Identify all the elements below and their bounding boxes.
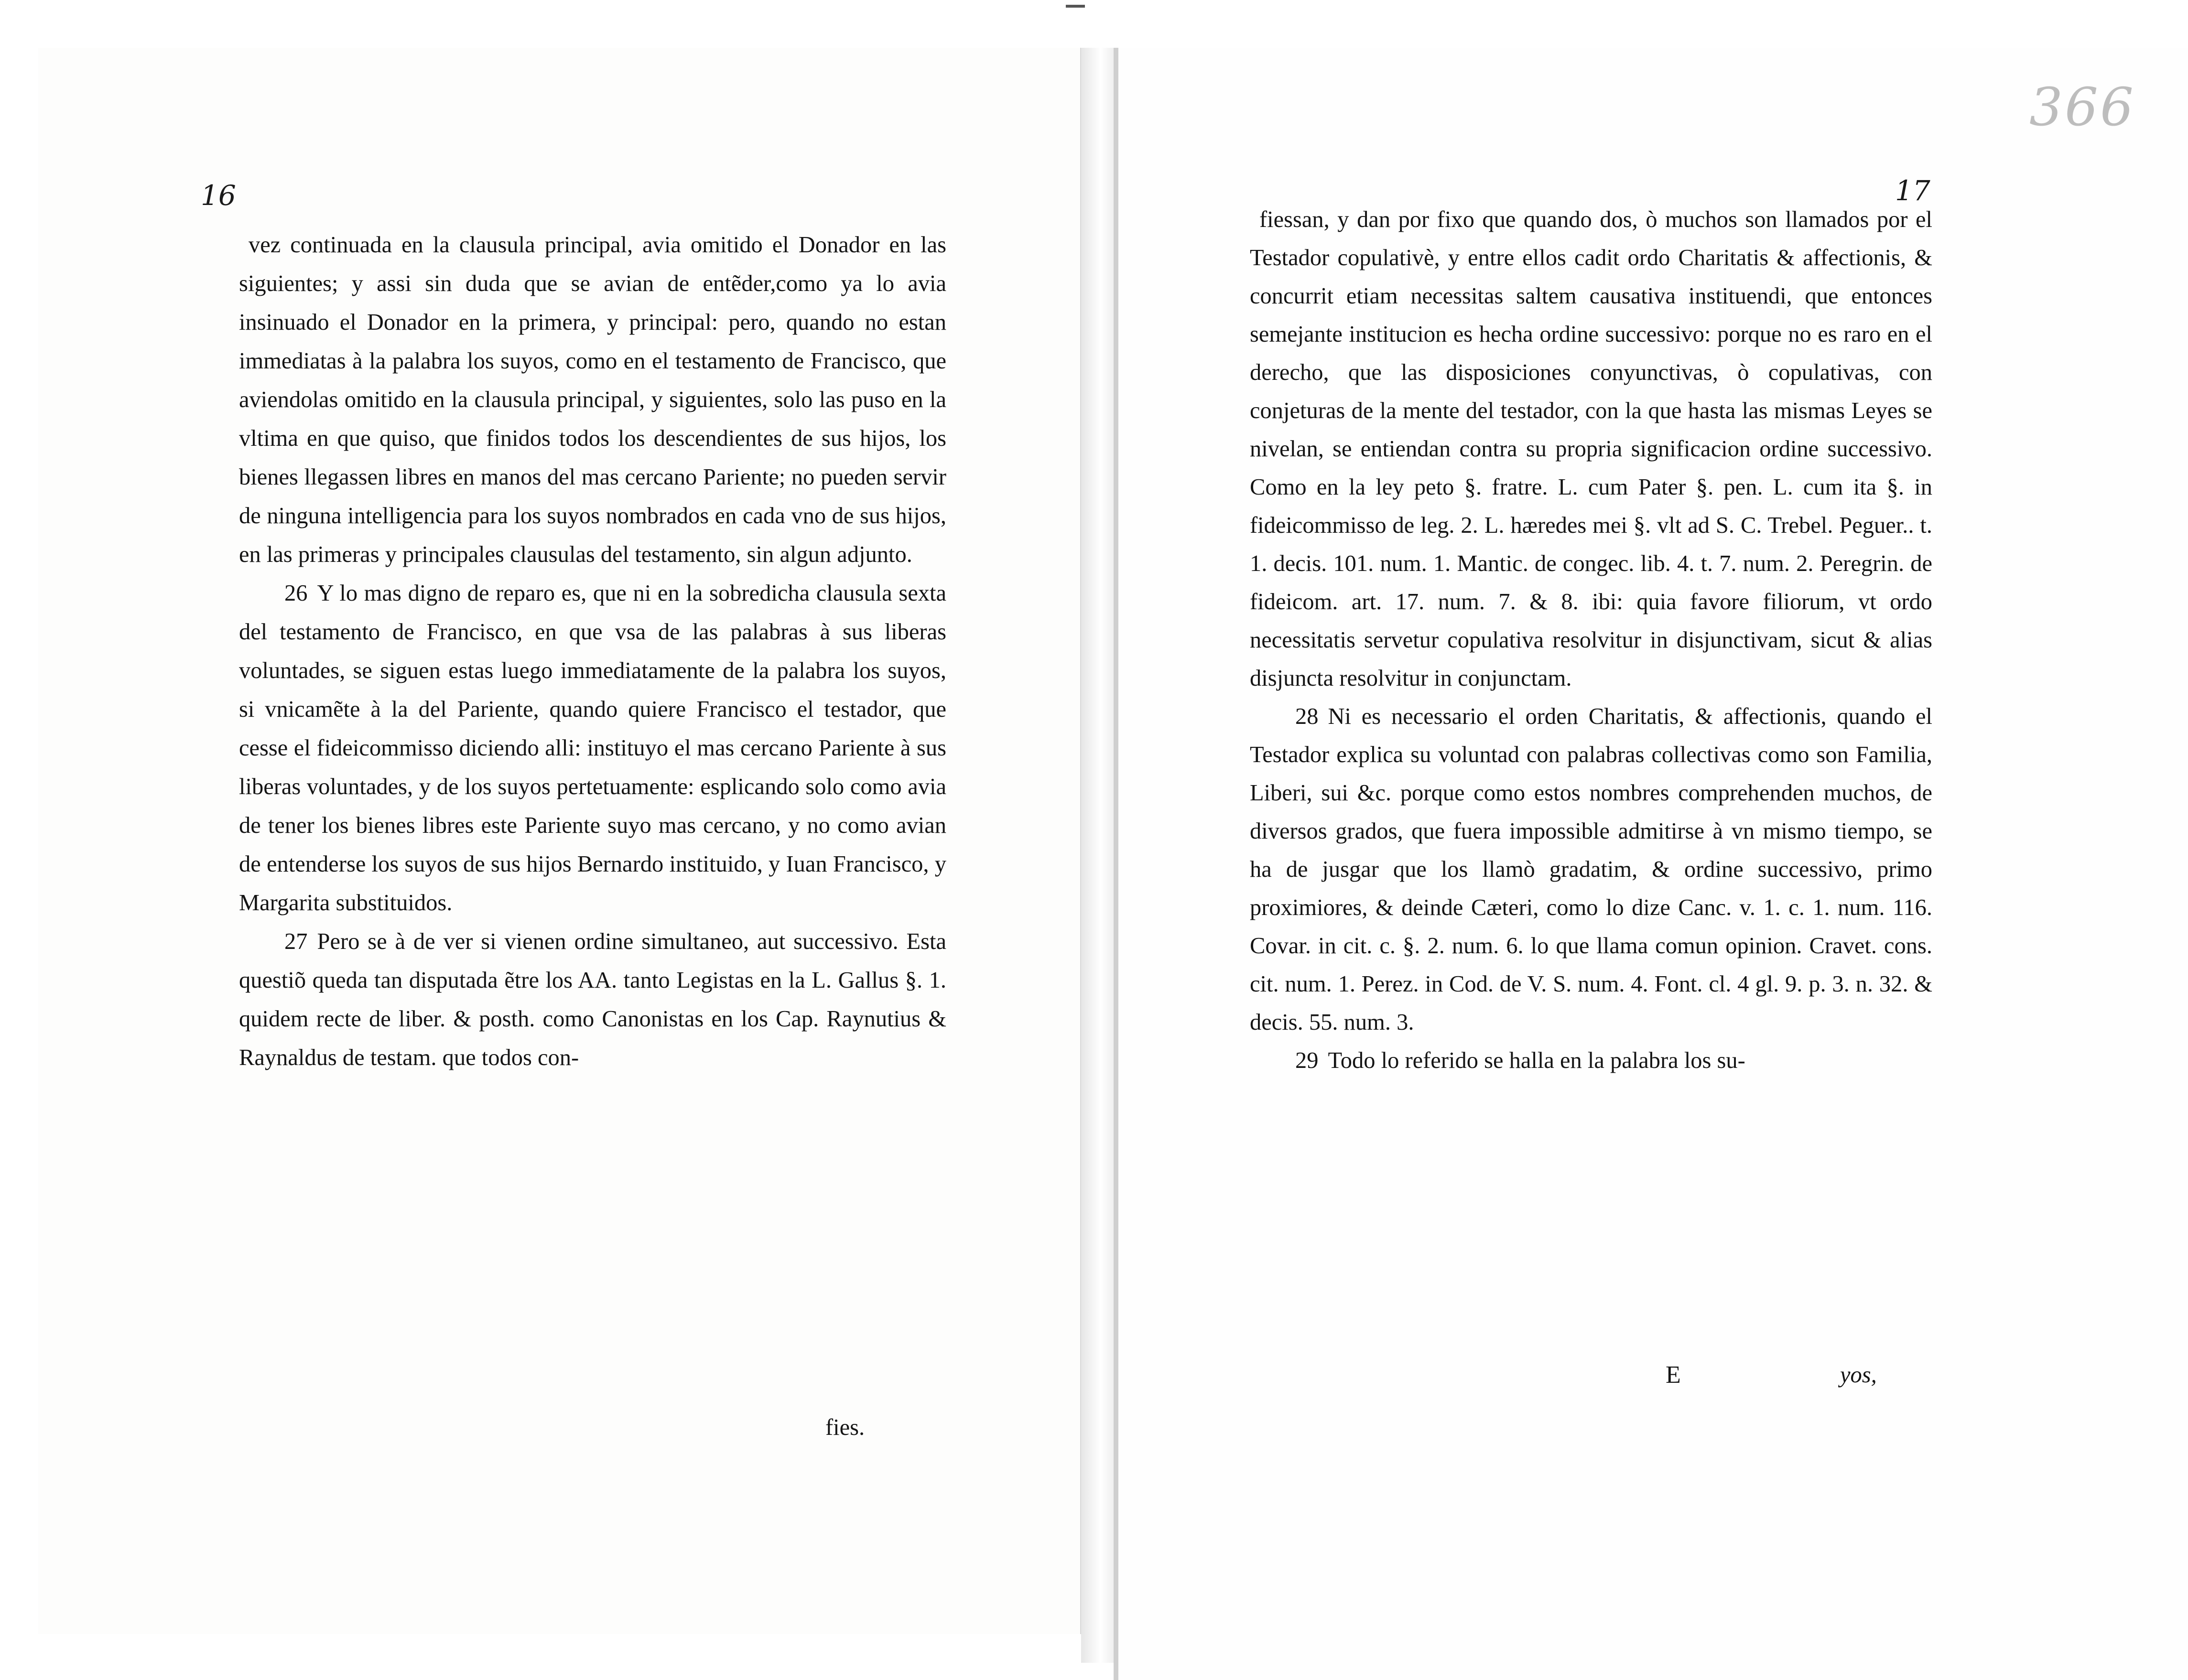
archive-folio-number: 366 [2029,76,2135,138]
paragraph [1250,201,1932,698]
paragraph-text: vez continuada en la clausula principal, avia omitido el Donador en las siguientes; y assi sin duda que se avian de entẽder,como ya lo avia insinuado el Donador en la primera, y principal: pero, quando no estan immediatas à la palabra los suyos, como en el testamento de Francisco, que aviendolas omitido en la clausula principal, y siguientes, solo las puso en la vltima en que quiso, que finidos todos los descendientes de sus hijos, los bienes llegassen libres en manos del mas cercano Pariente; no pueden servir de ninguna intelligencia para los suyos nombrados en cada vno de sus hijos, en las primeras y principales clausulas del testamento, sin algun adjunto. [239,232,946,567]
paragraph-text: Todo lo referido se halla en la palabra los su- [1328,1048,1745,1073]
right-page-text [1250,201,1932,1080]
paragraph [239,922,946,1077]
left-page-number: 16 [201,179,236,212]
left-page-text [239,226,946,1077]
paragraph-number: 27 [284,929,308,954]
paragraph [239,226,946,574]
signature-mark: E [1666,1361,1681,1389]
paragraph [1250,698,1932,1042]
left-catchword: fies. [825,1415,865,1440]
top-edge-mark [1066,5,1085,8]
paragraph-text: Ni es necessario el orden Charitatis, & affectionis, quando el Testador explica su voluntad con palabras collectivas como son Familia, Liberi, sui &c. porque como estos nombres comprehenden muchos, de diversos grados, que fuera impossible admitirse à vn mismo tiempo, se ha de jusgar que los llamò gradatim, & ordine successivo, primo proximiores, & deinde Cæteri, como lo dize Canc. v. 1. c. 1. num. 116. Covar. in cit. c. §. 2. num. 6. lo que llama comun opinion. Cravet. cons. cit. num. 1. Perez. in Cod. de V. S. num. 4. Font. cl. 4 gl. 9. p. 3. n. 32. & decis. 55. num. 3. [1250,704,1932,1035]
paragraph-text: Y lo mas digno de reparo es, que ni en la sobredicha clausula sexta del testamento de Francisco, en que vsa de las palabras à sus liberas voluntades, se siguen estas luego immediatamente de la palabra los suyos, si vnicamẽte à la del Pariente, quando quiere Francisco el testador, que cesse el fideicommisso diciendo alli: instituyo el mas cercano Pariente à sus liberas voluntades, y de los suyos pertetuamente: esplicando solo como avia de tener los bienes libres este Pariente suyo mas cercano, y no como avian de entenderse los suyos de sus hijos Bernardo instituido, y Iuan Francisco, y Margarita substituidos. [239,581,946,915]
paragraph-number: 28 [1295,704,1319,729]
paragraph-number: 29 [1295,1048,1319,1073]
paragraph-text: fiessan, y dan por fixo que quando dos, ò muchos son llamados por el Testador copulativè, y entre ellos cadit ordo Charitatis & affectionis, & concurrit etiam necessitas saltem causativa instituendi, que entonces semejante institucion es hecha ordine successivo: porque no es raro en el derecho, que las disposiciones conyunctivas, ò copulativas, con conjeturas de la mente del testador, con la que hasta las mismas Leyes se nivelan, se entiendan contra su propria significacion ordine successivo. Como en la ley peto §. fratre. L. cum Pater §. pen. L. cum ita §. in fideicommisso de leg. 2. L. hæredes mei §. vlt ad S. C. Trebel. Peguer.. t. 1. decis. 101. num. 1. Mantic. de congec. lib. 4. t. 7. num. 2. Peregrin. de fideicom. art. 17. num. 7. & 8. ibi: quia favore filiorum, vt ordo necessitatis servetur copulativa resolvitur in disjunctivam, sicut & alias disjuncta resolvitur in conjunctam. [1250,207,1932,691]
paragraph [1250,1042,1932,1080]
right-page-number: 17 [1895,174,1930,207]
paragraph-text: Pero se à de ver si vienen ordine simultaneo, aut successivo. Esta questiõ queda tan disputada ẽtre los AA. tanto Legistas en la L. Gallus §. 1. quidem recte de liber. & posth. como Canonistas en los Cap. Raynutius & Raynaldus de testam. que todos con- [239,929,946,1070]
book-gutter [1081,48,1114,1663]
paragraph-number: 26 [284,581,308,606]
right-catchword: yos, [1840,1362,1877,1388]
paragraph [239,574,946,922]
